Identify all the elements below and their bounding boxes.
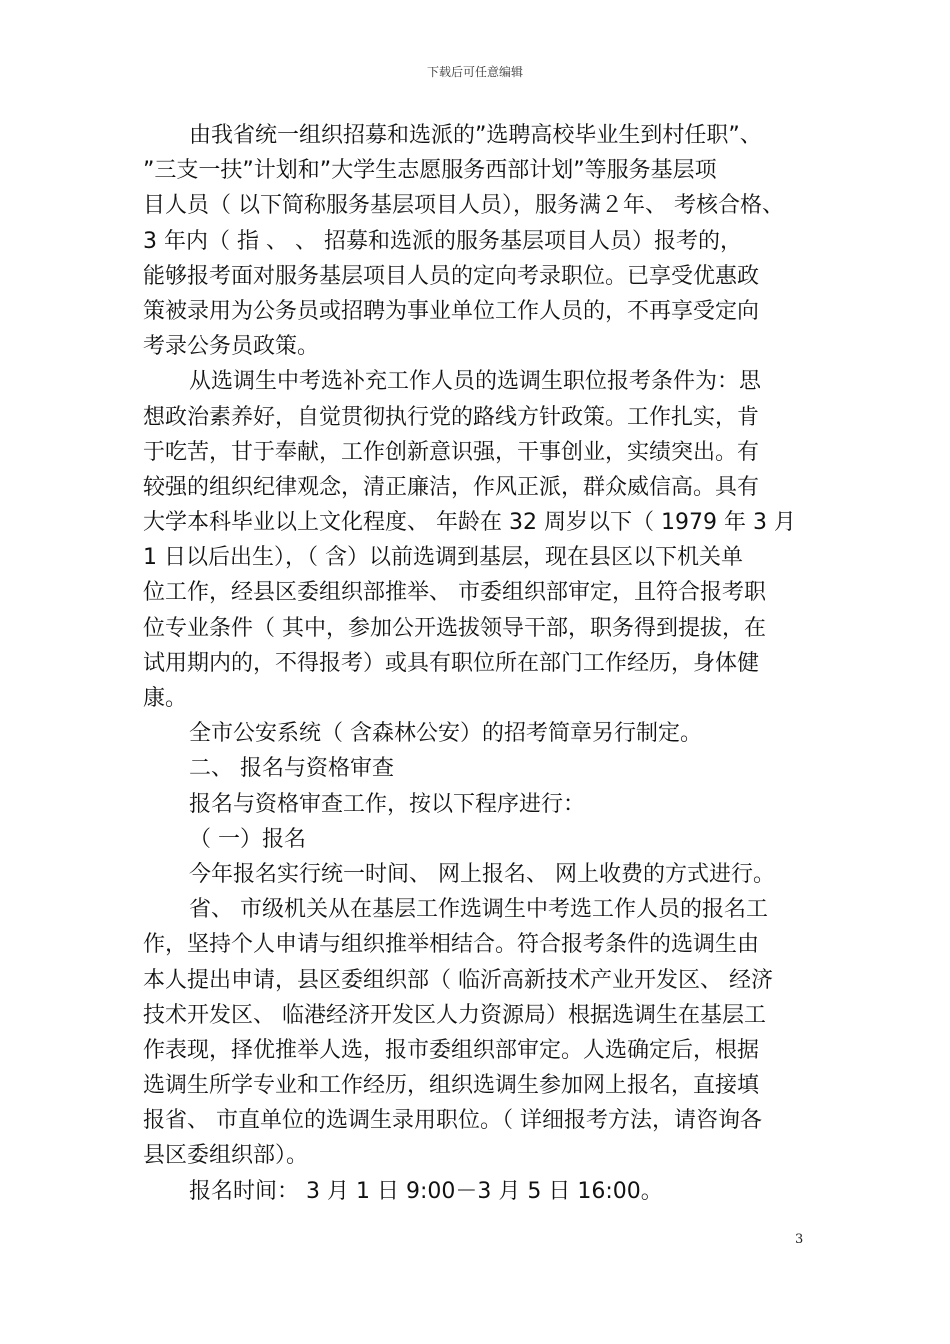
body-line: 由我省统一组织招募和选派的”选聘高校毕业生到村任职”、 — [189, 123, 762, 148]
body-line: 试用期内的，不得报考）或具有职位所在部门工作经历，身体健 — [143, 650, 760, 676]
body-line: 能够报考面对服务基层项目人员的定向考录职位。已享受优惠政 — [143, 263, 760, 289]
section-heading: 二、 报名与资格审查 — [189, 756, 394, 782]
body-line: 报名时间： 3 月 1 日 9:00－3 月 5 日 16:00。 — [189, 1178, 663, 1204]
body-line: 目人员（ 以下简称服务基层项目人员），服务满２年、 考核合格、 — [143, 193, 784, 219]
body-line: 今年报名实行统一时间、 网上报名、 网上收费的方式进行。 — [189, 861, 775, 887]
page-header: 下载后可任意编辑 — [426, 65, 523, 79]
body-line: 大学本科毕业以上文化程度、 年龄在 32 周岁以下（ 1979 年 3 月 — [143, 510, 796, 536]
document-body — [143, 118, 823, 1209]
body-line: 作表现，择优推举人选，报市委组织部审定。人选确定后，根据 — [143, 1037, 760, 1063]
body-line: 县区委组织部）。 — [143, 1143, 309, 1169]
body-line: 位工作，经县区委组织部推举、 市委组织部审定，且符合报考职 — [143, 580, 766, 606]
body-line: 全市公安系统（ 含森林公安）的招考简章另行制定。 — [189, 721, 702, 747]
subsection-heading: （ 一）报名 — [189, 826, 306, 852]
body-line: ”三支一扶”计划和”大学生志愿服务西部计划”等服务基层项 — [143, 158, 717, 184]
body-line: 报名与资格审查工作，按以下程序进行： — [189, 791, 586, 817]
body-line: 技术开发区、 临港经济开发区人力资源局）根据选调生在基层工 — [143, 1002, 766, 1028]
body-line: 省、 市级机关从在基层工作选调生中考选工作人员的报名工 — [189, 897, 768, 923]
body-line: 较强的组织纪律观念，清正廉洁，作风正派，群众威信高。具有 — [143, 474, 760, 500]
body-line: 选调生所学专业和工作经历，组织选调生参加网上报名，直接填 — [143, 1073, 760, 1099]
body-line: 策被录用为公务员或招聘为事业单位工作人员的，不再享受定向 — [143, 298, 760, 324]
body-line: 康。 — [143, 686, 188, 711]
body-line: 报省、 市直单位的选调生录用职位。（ 详细报考方法，请咨询各 — [143, 1108, 762, 1134]
body-line: 于吃苦，甘于奉献，工作创新意识强，干事创业，实绩突出。有 — [143, 439, 760, 465]
body-line: 1 日以后出生），（ 含）以前选调到基层，现在县区以下机关单 — [143, 545, 743, 571]
body-line: 位专业条件（ 其中，参加公开选拔领导干部，职务得到提拔，在 — [143, 615, 766, 641]
body-line: 作，坚持个人申请与组织推举相结合。符合报考条件的选调生由 — [143, 932, 760, 958]
body-line: 本人提出申请，县区委组织部（ 临沂高新技术产业开发区、 经济 — [143, 967, 773, 993]
body-line: 3 年内（ 指 、 、 招募和选派的服务基层项目人员）报考的， — [143, 228, 742, 254]
body-line: 考录公务员政策。 — [143, 334, 320, 360]
body-line: 从选调生中考选补充工作人员的选调生职位报考条件为：思 — [189, 369, 762, 395]
page-number: 3 — [795, 1232, 804, 1247]
body-line: 想政治素养好，自觉贯彻执行党的路线方针政策。工作扎实，肯 — [143, 404, 760, 430]
